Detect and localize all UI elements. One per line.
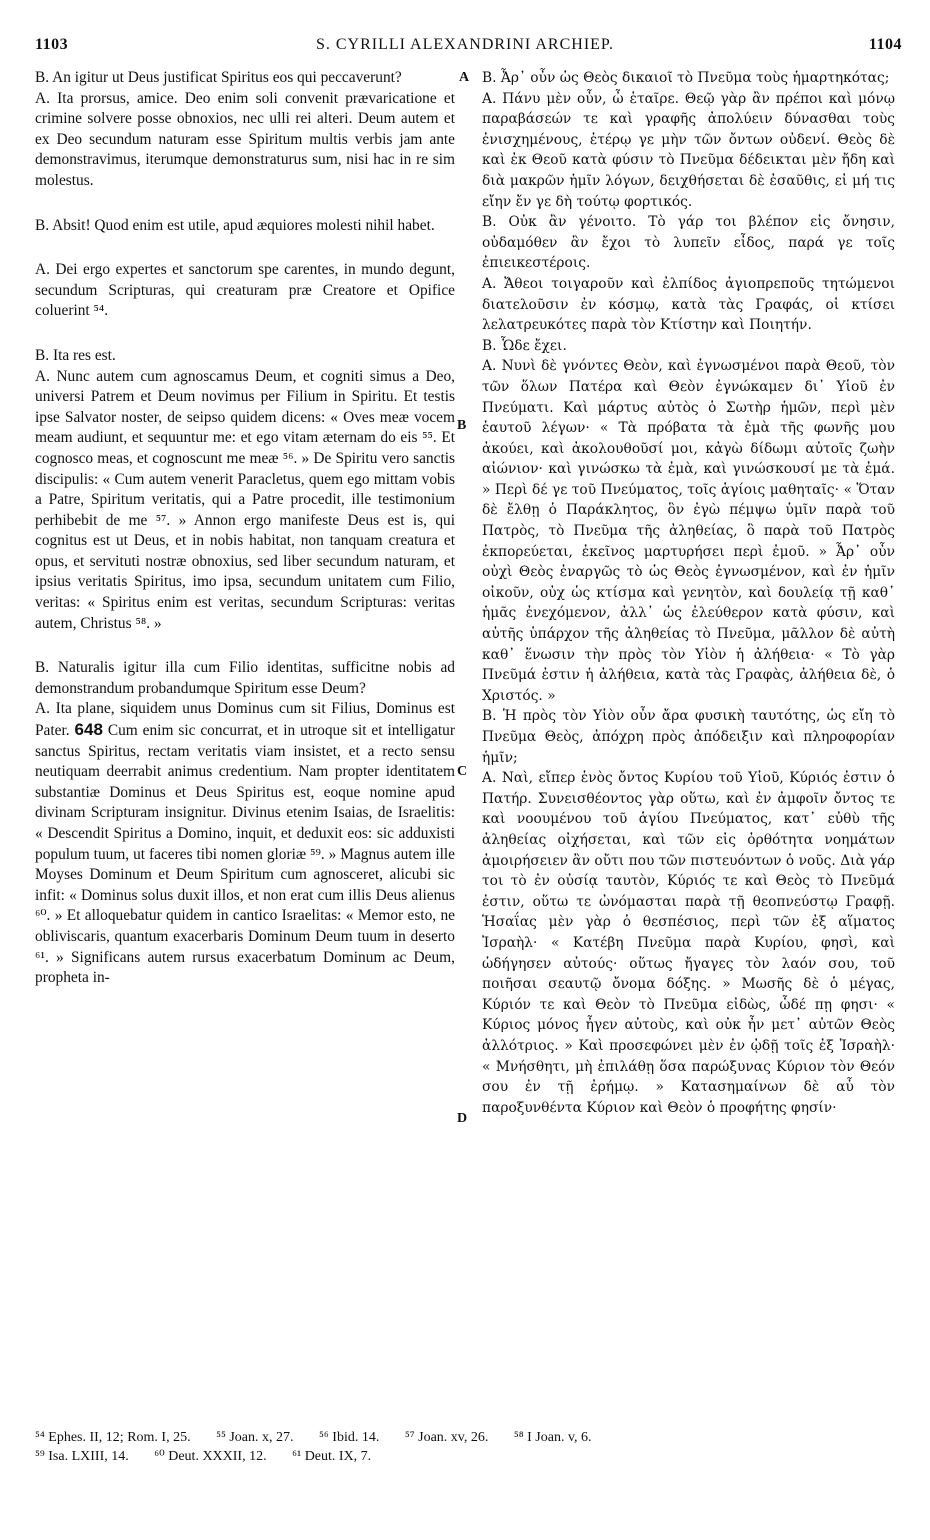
footnote: ⁶¹ Deut. IX, 7. bbox=[292, 1449, 372, 1464]
footnote: ⁵⁶ Ibid. 14. bbox=[319, 1430, 380, 1445]
footnote-line-2 bbox=[35, 1447, 905, 1466]
latin-paragraph: B. Ita res est. bbox=[35, 346, 116, 364]
greek-paragraph: A. Ναὶ, εἴπερ ἑνὸς ὄντος Κυρίου τοῦ Υἱοῦ, Κύριός ἐστιν ὁ Πατήρ. Συνεισθέοντος γὰρ οὕτω, καὶ ἐν ἀμφοῖν ὄντος τε καὶ νοουμένου τοῦ ἁγίου Πνεύματος, κατ᾿ εὐθὺ τῆς ἀληθείας οἰχήσεται, καὶ τῶν εἰς ὀρθότητα νοημάτων ἀμοιρήσειεν ἂν οὔτι που τῶν πιστευόντων ὁ νοῦς. Διὰ γάρ τοι τὸ ἐν οὐσίᾳ ταυτὸν, Κύριός τε καὶ Θεὸς τὸ Πνεῦμά ἐστιν, οὕτω τε ὠνόμασται παρὰ τῇ θεοπνεύστῳ Γραφῇ. Ἡσαΐας μὲν γὰρ ὁ θεσπέσιος, περὶ τῶν ἐξ αἵματος Ἰσραὴλ· « Κατέβη Πνεῦμα παρὰ Κυρίου, φησὶ, καὶ ὡδήγησεν αὐτούς· οὕτως ἤγαγες τὸν λαόν σου, τοῦ ποιῆσαι σεαυτῷ ὄνομα δόξης. » Μωσῆς δὲ ὁ μέγας, Κύριόν τε καὶ Θεὸν τὸ Πνεῦμα εἰδὼς, ὧδέ πῃ φησι· « Κύριος μόνος ἦγεν αὐτοὺς, καὶ οὐκ ἦν μετ᾿ αὐτῶν Θεὸς ἀλλότριος. » Καὶ προσεφώνει μὲν ἐν ᾠδῇ τοῖς ἐξ Ἰσραὴλ· « Μνήσθητι, μὴ ἐπιλάθῃ ὅσα παρώξυνας Κύριον τὸν Θεόν σου ἐν τῇ ἐρήμῳ. » Κατασημαίνων δὲ αὖ τὸν παροξυνθέντα Κύριον καὶ Θεὸν ὁ προφήτης φησίν· bbox=[482, 770, 895, 1116]
running-title: S. CYRILLI ALEXANDRINI ARCHIEP. bbox=[315, 36, 615, 53]
greek-paragraph: B. Ἡ πρὸς τὸν Υἱὸν οὖν ἄρα φυσικὴ ταυτότης, ὡς εἴη τὸ Πνεῦμα Θεὸς, ἀπόχρη πρὸς ἀπόδειξιν καὶ πληροφορίαν ἡμῖν; bbox=[482, 708, 895, 766]
margin-letter-b: B bbox=[457, 418, 467, 433]
latin-column bbox=[35, 68, 455, 989]
footnote: ⁵⁴ Ephes. II, 12; Rom. I, 25. bbox=[35, 1430, 191, 1445]
page-number-right: 1104 bbox=[868, 36, 902, 53]
greek-paragraph: A. Νυνὶ δὲ γνόντες Θεὸν, καὶ ἐγνωσμένοι παρὰ Θεοῦ, τὸν τῶν ὅλων Πατέρα καὶ Θεὸν ἐγνώκαμεν δι᾿ Υἱοῦ ἐν Πνεύματι. Καὶ μάρτυς αὐτὸς ὁ Σωτὴρ ἡμῶν, περὶ μὲν ἑαυτοῦ λέγων· « Τὰ πρόβατα τὰ ἐμὰ τῆς φωνῆς μου ἀκούει, καὶ ἀκολουθοῦσί μοι, κἀγὼ δίδωμι αὐτοῖς ζωὴν αἰώνιον· καὶ γινώσκω τὰ ἐμὰ, καὶ γινώσκουσί με τὰ ἐμά. » Περὶ δέ γε τοῦ Πνεύματος, τοῖς ἁγίοις μαθηταῖς· « Ὅταν δὲ ἔλθῃ ὁ Παράκλητος, ὃν ἐγὼ πέμψω ὑμῖν παρὰ τοῦ Πατρὸς, τὸ Πνεῦμα τῆς ἀληθείας, ὃ παρὰ τοῦ Πατρὸς ἐκπορεύεται, ἐκεῖνος μαρτυρήσει περὶ ἐμοῦ. » Ἆρ᾿ οὖν οὐχὶ Θεὸς ἐναργῶς τὸ ὡς Θεὸς ἐγνωσμένον, καὶ ἐν ἡμῖν οἰκοῦν, οὐχ ὡς κτίσμα καὶ γενητὸν, καὶ δουλείᾳ τῇ καθ᾿ ἡμᾶς ἐνεχόμενον, ἀλλ᾿ ὡς ἐλεύθερον κατὰ φύσιν, καὶ αὐτῆς ὑπάρχον τῆς ἀληθείας τὸ Πνεῦμα, μᾶλλον δὲ αὐτὴ καθ᾿ ἕνωσιν τὴν πρὸς τὸν Υἱὸν ἡ ἀλήθεια· « Τὸ γὰρ Πνεῦμά ἐστιν ἡ ἀλήθεια, κατὰ τὰς Γραφὰς, ἀλήθεια δὲ, ὁ Χριστός. » bbox=[482, 358, 895, 704]
page-number-left: 1103 bbox=[35, 36, 69, 53]
footnote-line-1 bbox=[35, 1428, 905, 1447]
greek-paragraph: A. Ἄθεοι τοιγαροῦν καὶ ἐλπίδος ἁγιοπρεποῦς τητώμενοι διατελοῦσιν ἐν κόσμῳ, κατὰ τὰς Γραφάς, οἱ κτίσει λελατρευκότες παρὰ τὸν Κτίστην καὶ Ποιητήν. bbox=[482, 275, 895, 334]
footnote: ⁵⁵ Joan. x, 27. bbox=[216, 1430, 294, 1445]
latin-paragraph: B. Naturalis igitur illa cum Filio identitas, sufficitne nobis ad demonstrandum probandumque Spiritum esse Deum? bbox=[35, 659, 455, 697]
footnote: ⁶⁰ Deut. XXXII, 12. bbox=[154, 1449, 267, 1464]
greek-paragraph: B. Ἆρ᾿ οὖν ὡς Θεὸς δικαιοῖ τὸ Πνεῦμα τοὺς ἡμαρτηκότας; bbox=[482, 70, 890, 86]
latin-paragraph: B. Absit! Quod enim est utile, apud æquiores molesti nihil habet. bbox=[35, 216, 435, 234]
footnotes bbox=[35, 1428, 905, 1466]
greek-paragraph: B. Οὐκ ἂν γένοιτο. Τὸ γάρ τοι βλέπον εἰς ὄνησιν, οὐδαμόθεν ἂν ἔχοι τὸ λυπεῖν εἶδος, παρά γε τοῖς ἐπιεικεστέροις. bbox=[482, 214, 895, 272]
margin-letter-d: D bbox=[457, 1111, 468, 1126]
footnote: ⁵⁷ Joan. xv, 26. bbox=[404, 1430, 489, 1445]
footnote: ⁵⁹ Isa. LXIII, 14. bbox=[35, 1449, 129, 1464]
latin-paragraph-rest: Cum enim sic concurrat, et in utroque sit et intelligatur sanctus Spiritus, rectam veritatis viam insistet, et a recto sensu neutiquam deerrabit animus credentium. Nam propter identitatem substantiæ Dominus et Deus Spiritus est, eoque nomine apud divinam Scripturam insignitur. Divinus etenim Isaias, de Israelitis: « Descendit Spiritus a Domino, inquit, et deduxit eos: sic adduxisti populum tuum, ut faceres tibi nomen gloriæ ⁵⁹. » Magnus autem ille Moyses Dominum et Deum Spiritum cum agnosceret, alicubi sic infit: « Dominus solus duxit illos, et non erat cum illis Deus alienus ⁶⁰. » Et alloquebatur quidem in cantico Israelitas: « Memor esto, ne obliviscaris, quantum exacerbaris Dominum Deum tuum in deserto ⁶¹. » Significans autem rursus exacerbatum Dominum ac Deum, propheta in- bbox=[35, 722, 455, 987]
latin-paragraph-start: A. Ita plane, siquidem unus Dominus cum sit Filius, Dominus est Pater. bbox=[35, 700, 455, 740]
latin-paragraph: B. An igitur ut Deus justificat Spiritus eos qui peccaverunt? bbox=[35, 69, 402, 86]
latin-paragraph bbox=[35, 699, 455, 988]
greek-paragraph: A. Πάνυ μὲν οὖν, ὦ ἑταῖρε. Θεῷ γὰρ ἂν πρέποι καὶ μόνῳ παραβάσεών τε καὶ γραφῆς ἀπολύειν δύνασθαι τοὺς ἐνισχημένους, ἑτέρῳ γε μὴν τῶν ὄντων οὐδενί. Θεὸς δὲ καὶ ἐκ Θεοῦ κατὰ φύσιν τὸ Πνεῦμα δέδεικται μὲν ἤδη καὶ διὰ μακρῶν ἡμῖν λόγων, δειχθήσεται δὲ ἐσαῦθις, εἰ μή τις εἴην ἔν γε δὴ τούτῳ φορτικός. bbox=[482, 90, 895, 210]
latin-paragraph: A. Ita prorsus, amice. Deo enim soli convenit prævaricatione et crimine solvere posse obnoxios, nec ulli rei alteri. Deum autem et ex Deo secundum naturam esse Spiritum multis verbis jam ante demonstravimus, iterumque demonstraturus sum, nisi hac in re sim molestus. bbox=[35, 89, 455, 189]
margin-letter-c: C bbox=[457, 764, 468, 779]
column-marker: 648 bbox=[74, 720, 103, 740]
latin-paragraph: A. Nunc autem cum agnoscamus Deum, et cogniti simus a Deo, universi Patrem et Deum novimus per Filium in Spiritu. Et testis ipse Salvator noster, de seipso quidem dicens: « Oves meæ vocem meam audiunt, et sequuntur me: et ego vitam æternam do eis ⁵⁵. Et cognosco meas, et cognoscunt me meæ ⁵⁶. » De Spiritu vero sanctis discipulis: « Cum autem venerit Paracletus, quem ego mittam vobis a Patre, Spiritum veritatis, qui a Patre procedit, ille testimonium perhibebit de me ⁵⁷. » Annon ergo manifeste Deus est is, qui cognitus est ut Deus, et in nobis habitat, non tanquam creatura et opus, et servituti nostræ obnoxius, sed liber secundum naturam, et ipsius veritatis Spiritus, imo ipsa, secundum unitatem cum Filio, veritas: « Spiritus enim est veritas, secundum Scripturas: veritas autem, Christus ⁵⁸. » bbox=[35, 367, 455, 632]
latin-paragraph: A. Dei ergo expertes et sanctorum spe carentes, in mundo degunt, secundum Scripturas, qui creaturam præ Creatore et Opifice coluerint ⁵⁴. bbox=[35, 261, 455, 320]
margin-letter-a: A bbox=[459, 70, 470, 85]
greek-paragraph: B. Ὧδε ἔχει. bbox=[482, 337, 567, 354]
footnote: ⁵⁸ I Joan. v, 6. bbox=[513, 1430, 592, 1445]
greek-column bbox=[482, 68, 895, 1118]
